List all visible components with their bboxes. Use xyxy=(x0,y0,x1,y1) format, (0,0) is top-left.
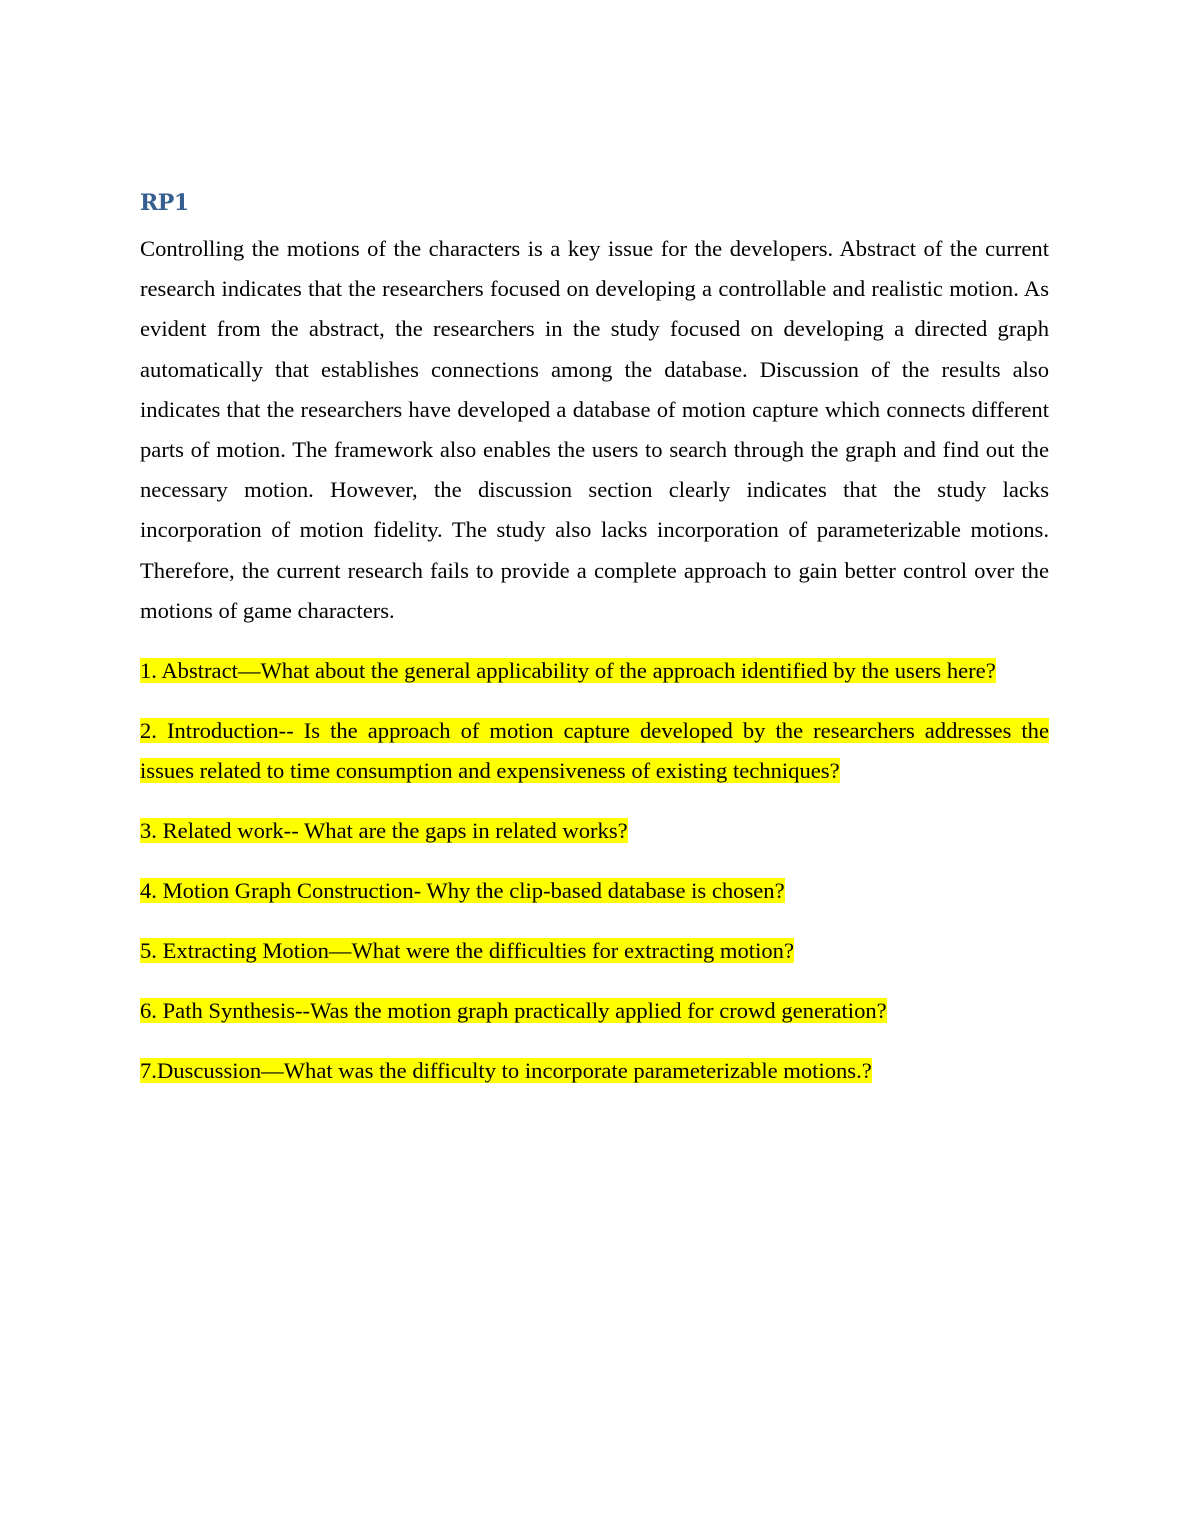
question-item xyxy=(140,991,1049,1031)
question-item xyxy=(140,711,1049,791)
highlighted-question: 6. Path Synthesis--Was the motion graph practically applied for crowd generation? xyxy=(140,998,887,1024)
question-item xyxy=(140,931,1049,971)
highlighted-question: 2. Introduction-- Is the approach of motion capture developed by the researchers addresses the issues related to time consumption and expensiveness of existing techniques? xyxy=(140,717,1049,784)
highlighted-question: 7.Duscussion—What was the difficulty to incorporate parameterizable motions.? xyxy=(140,1058,872,1084)
highlighted-question: 4. Motion Graph Construction- Why the clip-based database is chosen? xyxy=(140,878,785,904)
document-page xyxy=(140,186,1049,1091)
question-item xyxy=(140,1051,1049,1091)
question-item xyxy=(140,811,1049,851)
question-item xyxy=(140,651,1049,691)
highlighted-question: 3. Related work-- What are the gaps in related works? xyxy=(140,818,628,844)
question-item xyxy=(140,871,1049,911)
highlighted-question: 1. Abstract—What about the general applicability of the approach identified by the users here? xyxy=(140,657,996,683)
summary-paragraph: Controlling the motions of the characters is a key issue for the developers. Abstract of the current research indicates that the researchers focused on developing a controllable and realistic motion. As evident from the abstract, the researchers in the study focused on developing a directed graph automatically that establishes connections among the database. Discussion of the results also indicates that the researchers have developed a database of motion capture which connects different parts of motion. The framework also enables the users to search through the graph and find out the necessary motion. However, the discussion section clearly indicates that the study lacks incorporation of motion fidelity. The study also lacks incorporation of parameterizable motions. Therefore, the current research fails to provide a complete approach to gain better control over the motions of game characters. xyxy=(140,236,1049,623)
section-heading: RP1 xyxy=(140,190,189,216)
highlighted-question: 5. Extracting Motion—What were the difficulties for extracting motion? xyxy=(140,938,794,964)
